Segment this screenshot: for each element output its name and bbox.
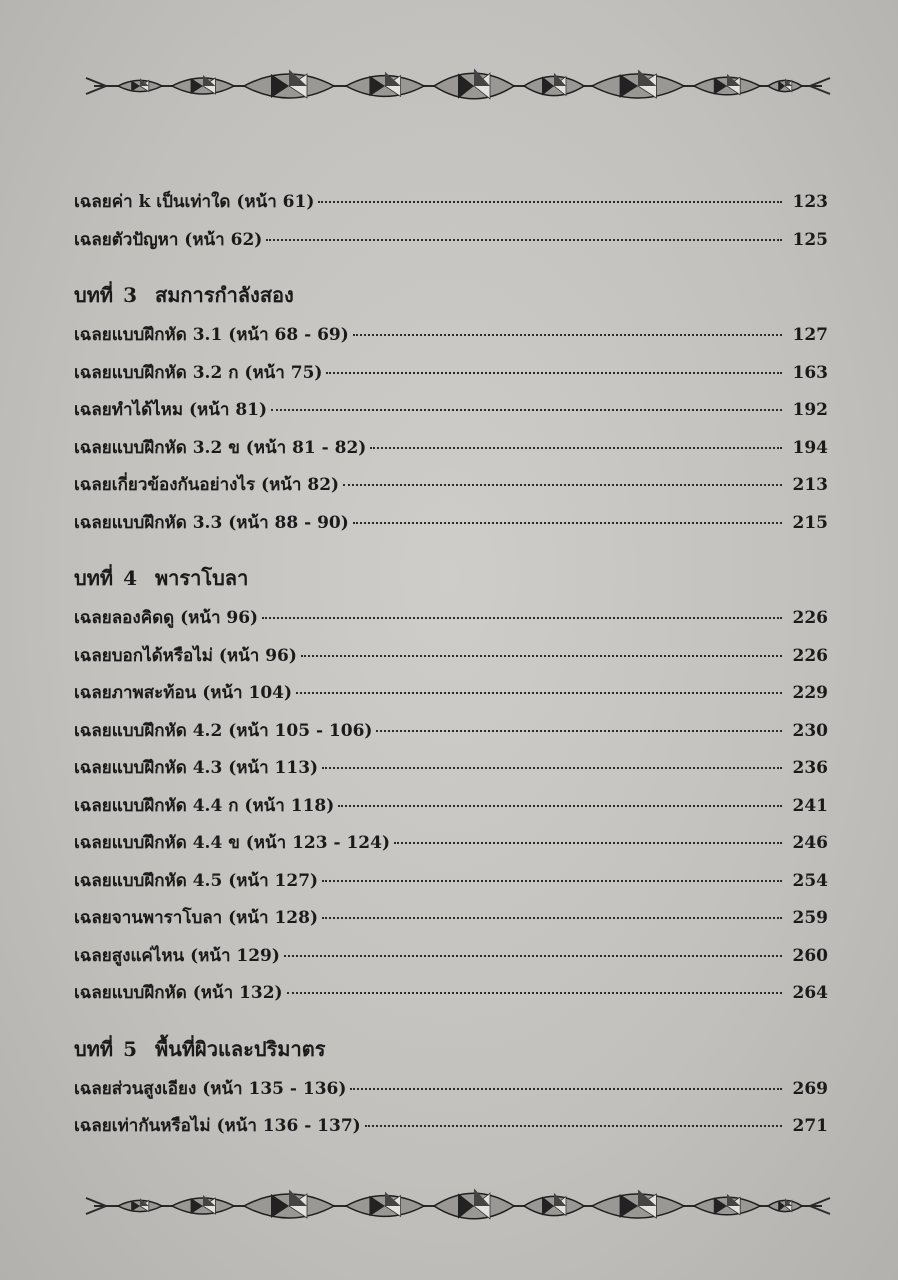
toc-entry[interactable] bbox=[74, 792, 828, 830]
chapter-number: 5 bbox=[123, 1036, 137, 1061]
toc-entry-page: 192 bbox=[792, 400, 828, 420]
toc-entry-page: 241 bbox=[792, 795, 828, 816]
toc-entry-label: เฉลยภาพสะท้อน (หน้า 104) bbox=[74, 683, 293, 703]
dot-leader bbox=[322, 880, 782, 882]
dot-leader bbox=[326, 372, 782, 374]
toc-entry-page: 163 bbox=[792, 362, 828, 383]
toc-entry-label: เฉลยทำได้ไหม (หน้า 81) bbox=[74, 400, 268, 420]
toc-entry-page: 254 bbox=[792, 870, 828, 891]
dot-leader bbox=[271, 409, 782, 411]
toc-entry[interactable] bbox=[74, 979, 828, 1017]
dot-leader bbox=[322, 767, 782, 769]
toc-entry-page: 123 bbox=[792, 192, 828, 212]
dot-leader bbox=[394, 842, 782, 844]
toc-entry-label: เฉลยแบบฝึกหัด 4.2 (หน้า 105 - 106) bbox=[74, 720, 373, 741]
toc-entry[interactable] bbox=[74, 359, 828, 397]
table-of-contents bbox=[74, 188, 828, 1150]
toc-entry-page: 213 bbox=[792, 475, 828, 495]
top-ornament-border bbox=[84, 68, 832, 104]
toc-entry[interactable] bbox=[74, 321, 828, 359]
dot-leader bbox=[284, 955, 782, 957]
toc-entry-page: 260 bbox=[792, 945, 828, 966]
toc-entry-label: เฉลยแบบฝึกหัด (หน้า 132) bbox=[74, 983, 283, 1003]
chapter-word: บทที่ bbox=[74, 1036, 114, 1061]
dot-leader bbox=[338, 805, 782, 807]
toc-entry[interactable] bbox=[74, 1075, 828, 1113]
chapter-title: พาราโบลา bbox=[154, 566, 249, 590]
toc-entry-label: เฉลยจานพาราโบลา (หน้า 128) bbox=[74, 908, 318, 928]
chapter-title: สมการกำลังสอง bbox=[154, 283, 294, 307]
toc-entry-page: 226 bbox=[792, 608, 828, 628]
toc-entry-label: เฉลยส่วนสูงเอียง (หน้า 135 - 136) bbox=[74, 1078, 347, 1099]
toc-entry-label: เฉลยเท่ากันหรือไม่ (หน้า 136 - 137) bbox=[74, 1116, 361, 1136]
dot-leader bbox=[318, 201, 782, 203]
chapter-heading bbox=[74, 562, 828, 600]
toc-entry-page: 246 bbox=[792, 833, 828, 853]
toc-entry-page: 127 bbox=[792, 325, 828, 345]
toc-entry-page: 271 bbox=[792, 1116, 828, 1136]
dot-leader bbox=[376, 730, 782, 732]
toc-entry[interactable] bbox=[74, 434, 828, 472]
toc-entry-label: เฉลยตัวปัญหา (หน้า 62) bbox=[74, 229, 263, 250]
chapter-number: 3 bbox=[123, 283, 137, 307]
chapter-word: บทที่ bbox=[74, 283, 114, 307]
toc-entry[interactable] bbox=[74, 829, 828, 867]
toc-entry-page: 125 bbox=[792, 229, 828, 250]
toc-entry[interactable] bbox=[74, 942, 828, 980]
toc-entry[interactable] bbox=[74, 642, 828, 680]
toc-entry[interactable] bbox=[74, 867, 828, 905]
toc-entry[interactable] bbox=[74, 717, 828, 755]
toc-entry-page: 236 bbox=[792, 758, 828, 778]
dot-leader bbox=[365, 1125, 782, 1127]
toc-entry-label: เฉลยเกี่ยวข้องกันอย่างไร (หน้า 82) bbox=[74, 475, 340, 495]
dot-leader bbox=[370, 447, 782, 449]
toc-entry-page: 215 bbox=[792, 512, 828, 533]
dot-leader bbox=[353, 522, 782, 524]
toc-entry[interactable] bbox=[74, 904, 828, 942]
dot-leader bbox=[353, 334, 782, 336]
toc-entry-label: เฉลยค่า k เป็นเท่าใด (หน้า 61) bbox=[74, 192, 315, 212]
toc-entry-page: 269 bbox=[792, 1078, 828, 1099]
chapter-number: 4 bbox=[123, 566, 137, 590]
toc-entry[interactable] bbox=[74, 396, 828, 434]
dot-leader bbox=[266, 239, 782, 241]
chapter-heading bbox=[74, 1033, 828, 1071]
toc-entry[interactable] bbox=[74, 226, 828, 264]
toc-entry-page: 259 bbox=[792, 908, 828, 928]
toc-entry-label: เฉลยแบบฝึกหัด 3.1 (หน้า 68 - 69) bbox=[74, 325, 349, 345]
toc-entry-page: 264 bbox=[792, 983, 828, 1003]
dot-leader bbox=[343, 484, 782, 486]
toc-entry-label: เฉลยแบบฝึกหัด 3.2 ก (หน้า 75) bbox=[74, 362, 323, 383]
toc-entry[interactable] bbox=[74, 471, 828, 509]
toc-entry-label: เฉลยบอกได้หรือไม่ (หน้า 96) bbox=[74, 645, 297, 666]
dot-leader bbox=[301, 655, 782, 657]
toc-entry-label: เฉลยแบบฝึกหัด 4.4 ก (หน้า 118) bbox=[74, 795, 335, 816]
toc-entry[interactable] bbox=[74, 754, 828, 792]
toc-entry-page: 194 bbox=[792, 437, 828, 458]
dot-leader bbox=[322, 917, 782, 919]
toc-entry-label: เฉลยสูงแค่ไหน (หน้า 129) bbox=[74, 945, 280, 966]
toc-entry-label: เฉลยลองคิดดู (หน้า 96) bbox=[74, 608, 259, 628]
toc-entry[interactable] bbox=[74, 188, 828, 226]
toc-entry-page: 226 bbox=[792, 645, 828, 666]
chapter-title: พื้นที่ผิวและปริมาตร bbox=[154, 1036, 326, 1061]
toc-entry[interactable] bbox=[74, 679, 828, 717]
toc-entry-label: เฉลยแบบฝึกหัด 3.2 ข (หน้า 81 - 82) bbox=[74, 437, 367, 458]
toc-entry-label: เฉลยแบบฝึกหัด 4.4 ข (หน้า 123 - 124) bbox=[74, 833, 391, 853]
dot-leader bbox=[287, 992, 782, 994]
toc-entry-page: 229 bbox=[792, 683, 828, 703]
toc-entry[interactable] bbox=[74, 509, 828, 547]
dot-leader bbox=[262, 617, 782, 619]
bottom-ornament-border bbox=[84, 1188, 832, 1224]
chapter-word: บทที่ bbox=[74, 566, 114, 590]
dot-leader bbox=[350, 1088, 782, 1090]
toc-entry-label: เฉลยแบบฝึกหัด 3.3 (หน้า 88 - 90) bbox=[74, 512, 349, 533]
toc-entry[interactable] bbox=[74, 604, 828, 642]
dot-leader bbox=[296, 692, 782, 694]
chapter-heading bbox=[74, 279, 828, 317]
toc-entry-label: เฉลยแบบฝึกหัด 4.5 (หน้า 127) bbox=[74, 870, 319, 891]
toc-entry-page: 230 bbox=[792, 720, 828, 741]
toc-entry[interactable] bbox=[74, 1112, 828, 1150]
toc-entry-label: เฉลยแบบฝึกหัด 4.3 (หน้า 113) bbox=[74, 758, 319, 778]
